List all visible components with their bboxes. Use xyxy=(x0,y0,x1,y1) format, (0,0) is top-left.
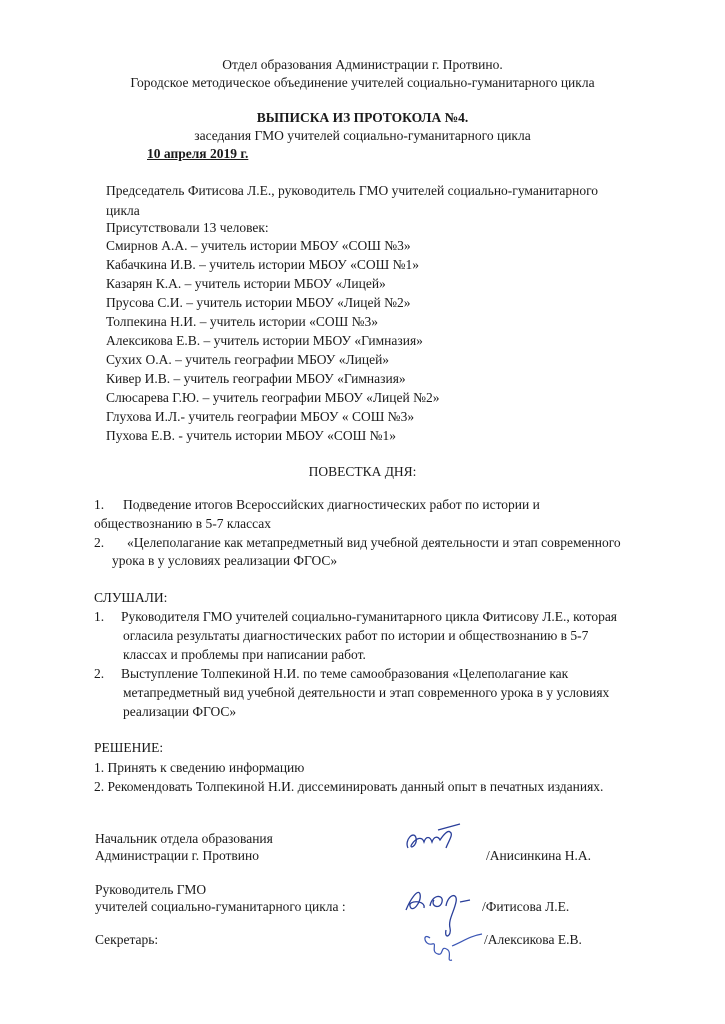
attendee-item: Сухих О.А. – учитель географии МБОУ «Лицей» xyxy=(106,352,390,367)
attendee-item: Глухова И.Л.- учитель географии МБОУ « СОШ №3» xyxy=(106,409,415,424)
attendee-item: Слюсарева Г.Ю. – учитель географии МБОУ «Лицей №2» xyxy=(106,390,440,405)
header-line-1: Отдел образования Администрации г. Протвино. xyxy=(222,57,503,72)
heard-item-2-number: 2. xyxy=(94,666,105,681)
chair-line-2: цикла xyxy=(106,203,140,218)
heard-item-2-line: Выступление Толпекиной Н.И. по теме самообразования «Целеполагание как xyxy=(121,666,569,681)
document-title: ВЫПИСКА ИЗ ПРОТОКОЛА №4. xyxy=(256,110,469,125)
agenda-heading: ПОВЕСТКА ДНЯ: xyxy=(308,464,417,479)
heard-item-2-line: метапредметный вид учебной деятельности и этап современного урока в у условиях xyxy=(123,685,610,700)
attendee-item: Кивер И.В. – учитель географии МБОУ «Гимназия» xyxy=(106,371,406,386)
signer-2-role: Руководитель ГМО xyxy=(95,882,207,897)
decision-item: 2. Рекомендовать Толпекиной Н.И. диссеминировать данный опыт в печатных изданиях. xyxy=(94,779,604,794)
attendance-count: Присутствовали 13 человек: xyxy=(106,220,269,235)
decision-item: 1. Принять к сведению информацию xyxy=(94,760,305,775)
agenda-item-1-line-1: Подведение итогов Всероссийских диагностических работ по истории и xyxy=(123,497,540,512)
signature-fitisova-icon xyxy=(400,880,490,970)
agenda-item-2-line-1: «Целеполагание как метапредметный вид учебной деятельности и этап современного xyxy=(127,535,621,550)
heard-item-1-number: 1. xyxy=(94,609,105,624)
agenda-item-2-line-2: урока в у условиях реализации ФГОС» xyxy=(112,553,338,568)
heard-item-2-line: реализации ФГОС» xyxy=(123,704,237,719)
signer-1-role: Начальник отдела образования xyxy=(95,831,273,846)
decision-heading: РЕШЕНИЕ: xyxy=(94,740,164,755)
signer-1-name: /Анисинкина Н.А. xyxy=(486,848,592,863)
heard-item-1-line: классах и проблемы при написании работ. xyxy=(123,647,366,662)
signer-3-name: /Алексикова Е.В. xyxy=(484,932,582,947)
attendee-item: Казарян К.А. – учитель истории МБОУ «Лицей» xyxy=(106,276,386,291)
document-subtitle: заседания ГМО учителей социально-гуманитарного цикла xyxy=(194,128,531,143)
agenda-item-2-number: 2. xyxy=(94,535,105,550)
agenda-item-1-number: 1. xyxy=(94,497,105,512)
heard-item-1-line: Руководителя ГМО учителей социально-гуманитарного цикла Фитисову Л.Е., которая xyxy=(121,609,618,624)
header-line-2: Городское методическое объединение учителей социально-гуманитарного цикла xyxy=(130,75,595,90)
heard-item-1-line: огласила результаты диагностических работ по истории и обществознанию в 5-7 xyxy=(123,628,589,643)
attendee-item: Смирнов А.А. – учитель истории МБОУ «СОШ №3» xyxy=(106,238,411,253)
signer-3-role: Секретарь: xyxy=(95,932,159,947)
chair-line-1: Председатель Фитисова Л.Е., руководитель ГМО учителей социально-гуманитарного xyxy=(106,183,599,198)
signer-1-role: Администрации г. Протвино xyxy=(95,848,259,863)
signer-2-role: учителей социально-гуманитарного цикла : xyxy=(95,899,346,914)
meeting-date: 10 апреля 2019 г. xyxy=(147,146,249,161)
attendee-item: Толпекина Н.И. – учитель истории «СОШ №3» xyxy=(106,314,378,329)
agenda-item-1-line-2: обществознанию в 5-7 классах xyxy=(94,516,272,531)
attendee-item: Прусова С.И. – учитель истории МБОУ «Лицей №2» xyxy=(106,295,411,310)
signer-2-name: /Фитисова Л.Е. xyxy=(482,899,570,914)
attendee-item: Алексикова Е.В. – учитель истории МБОУ «Гимназия» xyxy=(106,333,423,348)
attendee-item: Пухова Е.В. - учитель истории МБОУ «СОШ №1» xyxy=(106,428,396,443)
attendee-item: Кабачкина И.В. – учитель истории МБОУ «СОШ №1» xyxy=(106,257,419,272)
heard-heading: СЛУШАЛИ: xyxy=(94,590,168,605)
signature-anisinkina-icon xyxy=(400,818,470,858)
